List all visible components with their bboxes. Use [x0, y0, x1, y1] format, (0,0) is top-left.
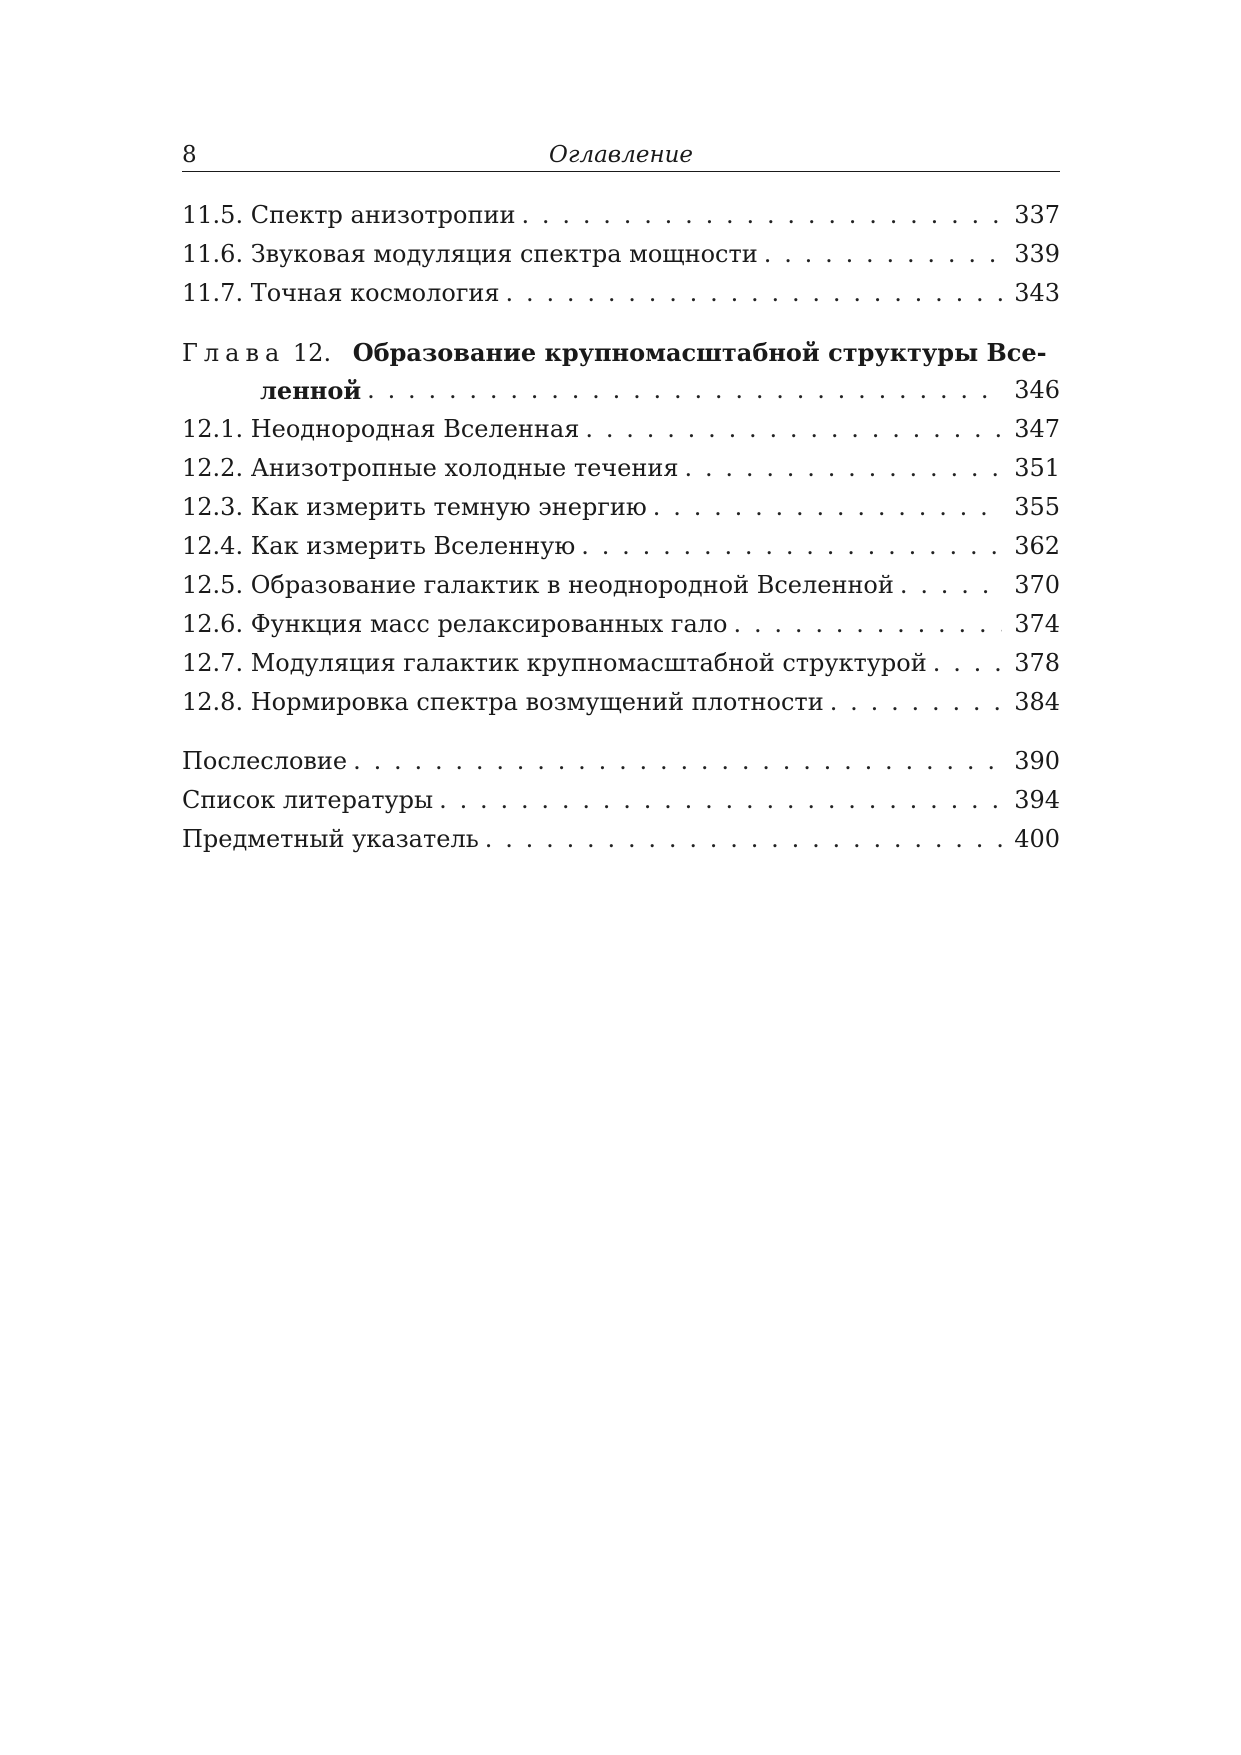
chapter-heading-line [182, 334, 1060, 371]
toc-entry-12-7[interactable] [182, 644, 1060, 683]
toc-entry-label: Предметный указатель [182, 825, 479, 853]
chapter-word: Глава [182, 339, 286, 367]
toc-entry-label: 12.6. Функция масс релаксированных гало [182, 610, 728, 638]
toc-page-number: 355 [1014, 493, 1060, 521]
dot-leader [900, 566, 1002, 605]
toc-page-number: 370 [1014, 571, 1060, 599]
dot-leader [521, 196, 1002, 235]
toc-page-number: 339 [1014, 240, 1060, 268]
toc-entry-12-8[interactable] [182, 683, 1060, 722]
toc-entry-bibliography[interactable] [182, 781, 1060, 820]
toc-entry-label: 12.7. Модуляция галактик крупномасштабной структурой [182, 649, 927, 677]
toc-entry-12-3[interactable] [182, 488, 1060, 527]
toc-page-number: 362 [1014, 532, 1060, 560]
chapter-title-continuation [182, 371, 1060, 410]
toc-page-number: 337 [1014, 201, 1060, 229]
toc-entry-label: 11.5. Спектр анизотропии [182, 201, 516, 229]
toc-entry-label: 11.6. Звуковая модуляция спектра мощности [182, 240, 758, 268]
dot-leader [506, 274, 1002, 313]
toc-entry-12-2[interactable] [182, 449, 1060, 488]
table-of-contents [182, 196, 1060, 859]
toc-entry-index[interactable] [182, 820, 1060, 859]
toc-page-number: 374 [1014, 610, 1060, 638]
dot-leader [830, 683, 1002, 722]
dot-leader [485, 820, 1002, 859]
dot-leader [764, 235, 1002, 274]
toc-page-number: 378 [1014, 649, 1060, 677]
toc-entry-label: 12.2. Анизотропные холодные течения [182, 454, 679, 482]
toc-entry-label: 12.4. Как измерить Вселенную [182, 532, 576, 560]
toc-page-number: 400 [1014, 825, 1060, 853]
page-number: 8 [182, 142, 197, 168]
toc-page-number: 351 [1014, 454, 1060, 482]
dot-leader [581, 527, 1002, 566]
dot-leader [439, 781, 1002, 820]
toc-chapter-12[interactable] [182, 334, 1060, 410]
toc-entry-afterword[interactable] [182, 742, 1060, 781]
dot-leader [353, 742, 1002, 781]
toc-entry-label: 12.1. Неоднородная Вселенная [182, 415, 580, 443]
toc-entry-12-4[interactable] [182, 527, 1060, 566]
toc-entry-12-1[interactable] [182, 410, 1060, 449]
dot-leader [585, 410, 1002, 449]
toc-page-number: 346 [1014, 376, 1060, 404]
chapter-title-line2: ленной [260, 376, 362, 405]
toc-entry-label: 11.7. Точная космология [182, 279, 500, 307]
chapter-number: 12. [292, 339, 332, 367]
chapter-title-line1: Образование крупномасштабной структуры Все- [352, 338, 1047, 367]
running-title: Оглавление [548, 142, 694, 168]
toc-page-number: 394 [1014, 786, 1060, 814]
toc-entry-12-5[interactable] [182, 566, 1060, 605]
dot-leader [933, 644, 1002, 683]
toc-entry-label: 12.3. Как измерить темную энергию [182, 493, 647, 521]
dot-leader [367, 371, 1002, 410]
toc-page-number: 347 [1014, 415, 1060, 443]
toc-entry-11-7[interactable] [182, 274, 1060, 313]
running-head [182, 138, 1060, 172]
dot-leader [653, 488, 1002, 527]
toc-entry-12-6[interactable] [182, 605, 1060, 644]
toc-page-number: 390 [1014, 747, 1060, 775]
toc-entry-11-6[interactable] [182, 235, 1060, 274]
toc-entry-label: Послесловие [182, 747, 348, 775]
dot-leader [733, 605, 1002, 644]
toc-entry-11-5[interactable] [182, 196, 1060, 235]
toc-page-number: 343 [1014, 279, 1060, 307]
dot-leader [685, 449, 1002, 488]
toc-page-number: 384 [1014, 688, 1060, 716]
toc-entry-label: 12.8. Нормировка спектра возмущений плотности [182, 688, 824, 716]
toc-entry-label: 12.5. Образование галактик в неоднородной Вселенной [182, 571, 894, 599]
toc-entry-label: Список литературы [182, 786, 434, 814]
